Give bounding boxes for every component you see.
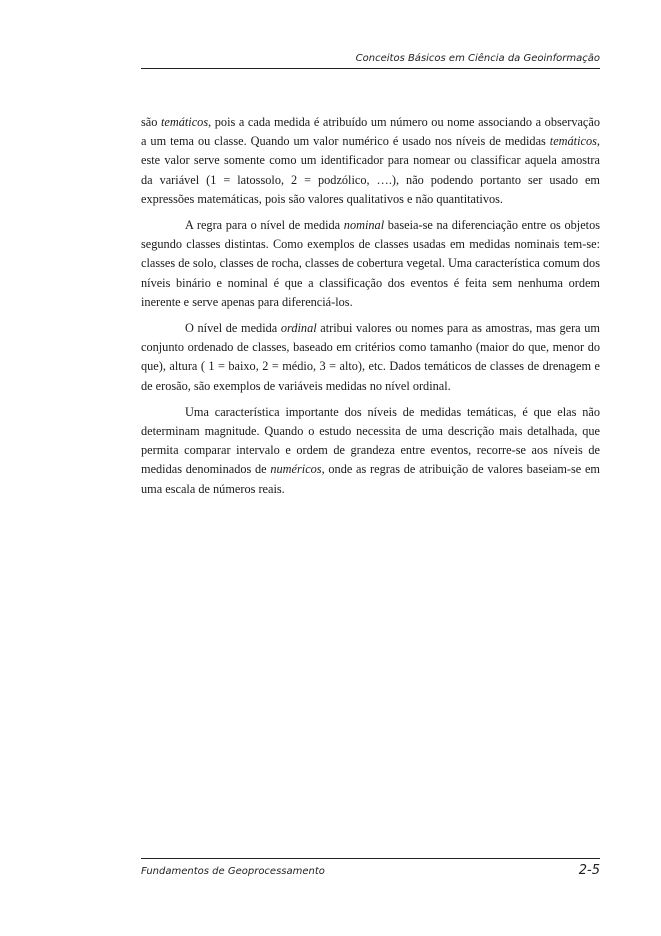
paragraph-2 xyxy=(141,216,600,312)
text-run: são xyxy=(141,115,161,129)
running-header-title: Conceitos Básicos em Ciência da Geoinformação xyxy=(355,53,600,64)
emphasis-term: numéricos xyxy=(270,462,322,477)
emphasis-term: temáticos xyxy=(160,115,209,129)
emphasis-term: ordinal xyxy=(280,321,317,336)
emphasis-term: nominal xyxy=(343,218,385,233)
text-run: baseia-se na diferenciação entre os objetos segundo classes distintas. Como exemplos de classes usadas em medidas nominais tem-se: classes de solo, classes de rocha, classes de cobertura vegetal. Uma característica comum dos níveis binário e nominal é que a classificação dos eventos é feita sem nenhuma ordem inerente e serve apenas para diferenciá-los. xyxy=(141,218,600,309)
page-header xyxy=(141,52,600,69)
text-run: atribui valores ou nomes para as amostras, mas gera um conjunto ordenado de classes, baseado em critérios como tamanho (maior do que, menor do que), altura ( 1 = baixo, 2 = médio, 3 = alto), etc. Dados temáticos de classes de drenagem e de erosão, são exemplos de variáveis medidas no nível ordinal. xyxy=(141,321,600,393)
paragraph-1 xyxy=(141,113,600,209)
footer-book-title: Fundamentos de Geoprocessamento xyxy=(141,866,325,877)
text-run: , este valor serve somente como um identificador para nomear ou classificar aquela amostra da variável (1 = latossolo, 2 = podzólico, ….), não podendo portanto ser usado em expressões matemáticas, pois são valores qualitativos e não quantitativos. xyxy=(141,134,600,206)
emphasis-term: temáticos xyxy=(549,134,597,149)
paragraph-4 xyxy=(141,403,600,499)
text-run: A regra para o nível de medida xyxy=(185,218,344,233)
text-run: Uma característica importante dos níveis de medidas temáticas, é que elas não determinam magnitude. Quando o estudo necessita de uma descrição mais detalhada, que permita comparar intervalo e ordem de grandeza entre eventos, recorre-se aos níveis de medidas denominados de xyxy=(141,404,600,477)
page-number: 2-5 xyxy=(578,863,600,878)
text-run: , onde as regras de atribuição de valores baseiam-se em uma escala de números reais. xyxy=(141,462,600,496)
body-text xyxy=(141,113,600,506)
page-footer xyxy=(141,858,600,879)
text-run: O nível de medida xyxy=(185,321,281,336)
paragraph-3 xyxy=(141,319,600,396)
text-run: , pois a cada medida é atribuído um número ou nome associando a observação a um tema ou classe. Quando um valor numérico é usado nos níveis de medidas xyxy=(141,115,600,149)
